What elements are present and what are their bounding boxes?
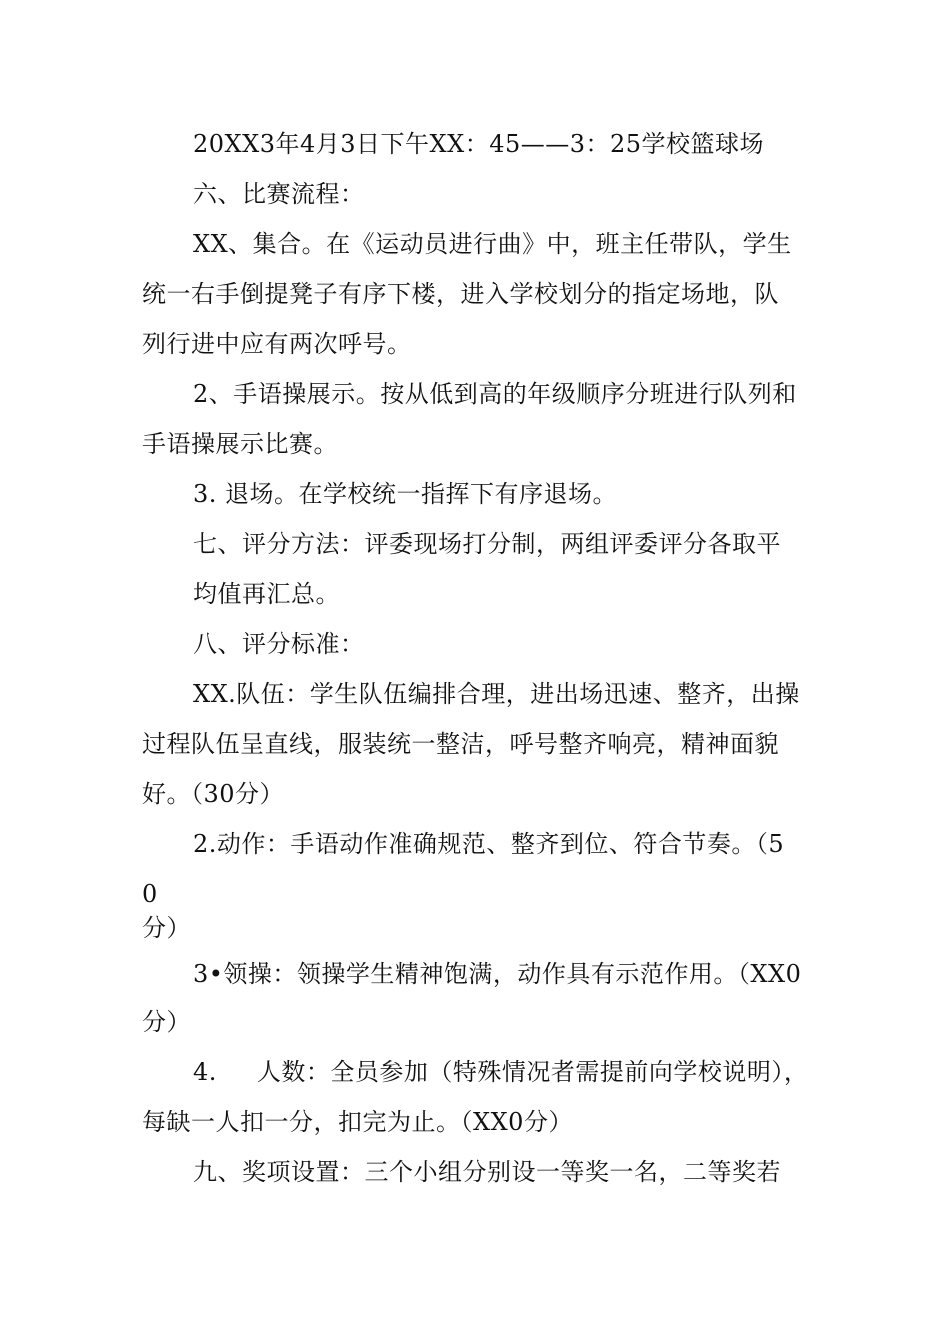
heading-awards: 九、奖项设置：三个小组分别设一等奖一名，二等奖若 bbox=[193, 1158, 781, 1186]
heading-competition-process: 六、比赛流程： bbox=[193, 180, 365, 208]
text-line-headcount-2: 每缺一人扣一分，扣完为止。（XX0分） bbox=[142, 1108, 573, 1136]
text-line-sign-language-2: 手语操展示比赛。 bbox=[142, 430, 338, 458]
text-line-team-3: 好。（30分） bbox=[142, 780, 285, 808]
text-line-time-venue: 20XX3年4月3日下午XX：45——3：25学校篮球场 bbox=[193, 130, 765, 158]
text-line-team-2: 过程队伍呈直线，服装统一整洁，呼号整齐响亮，精神面貌 bbox=[142, 730, 779, 758]
text-line-exit: 3. 退场。在学校统一指挥下有序退场。 bbox=[193, 480, 618, 508]
text-line-headcount-1 bbox=[193, 1056, 808, 1088]
headcount-text: 人数：全员参加（特殊情况者需提前向学校说明）， bbox=[256, 1058, 809, 1086]
text-line-assembly-1: XX、集合。在《运动员进行曲》中，班主任带队，学生 bbox=[193, 230, 792, 258]
text-line-movement-3: 分） bbox=[142, 914, 191, 942]
text-line-movement-2: 0 bbox=[142, 880, 158, 908]
heading-scoring-method: 七、评分方法：评委现场打分制，两组评委评分各取平 bbox=[193, 530, 781, 558]
text-line-leader-1: 3•领操：领操学生精神饱满，动作具有示范作用。（XX0 bbox=[193, 960, 802, 988]
text-line-scoring-method-2: 均值再汇总。 bbox=[193, 580, 340, 608]
text-line-leader-2: 分） bbox=[142, 1008, 191, 1036]
text-line-assembly-2: 统一右手倒提凳子有序下楼，进入学校划分的指定场地，队 bbox=[142, 280, 779, 308]
list-number: 4. bbox=[193, 1058, 217, 1086]
heading-scoring-criteria: 八、评分标准： bbox=[193, 630, 365, 658]
text-line-assembly-3: 列行进中应有两次呼号。 bbox=[142, 330, 412, 358]
text-line-team-1: XX.队伍：学生队伍编排合理，进出场迅速、整齐，出操 bbox=[193, 680, 800, 708]
text-line-movement-1: 2.动作：手语动作准确规范、整齐到位、符合节奏。（5 bbox=[193, 830, 785, 858]
text-line-sign-language-1: 2、手语操展示。按从低到高的年级顺序分班进行队列和 bbox=[193, 380, 797, 408]
